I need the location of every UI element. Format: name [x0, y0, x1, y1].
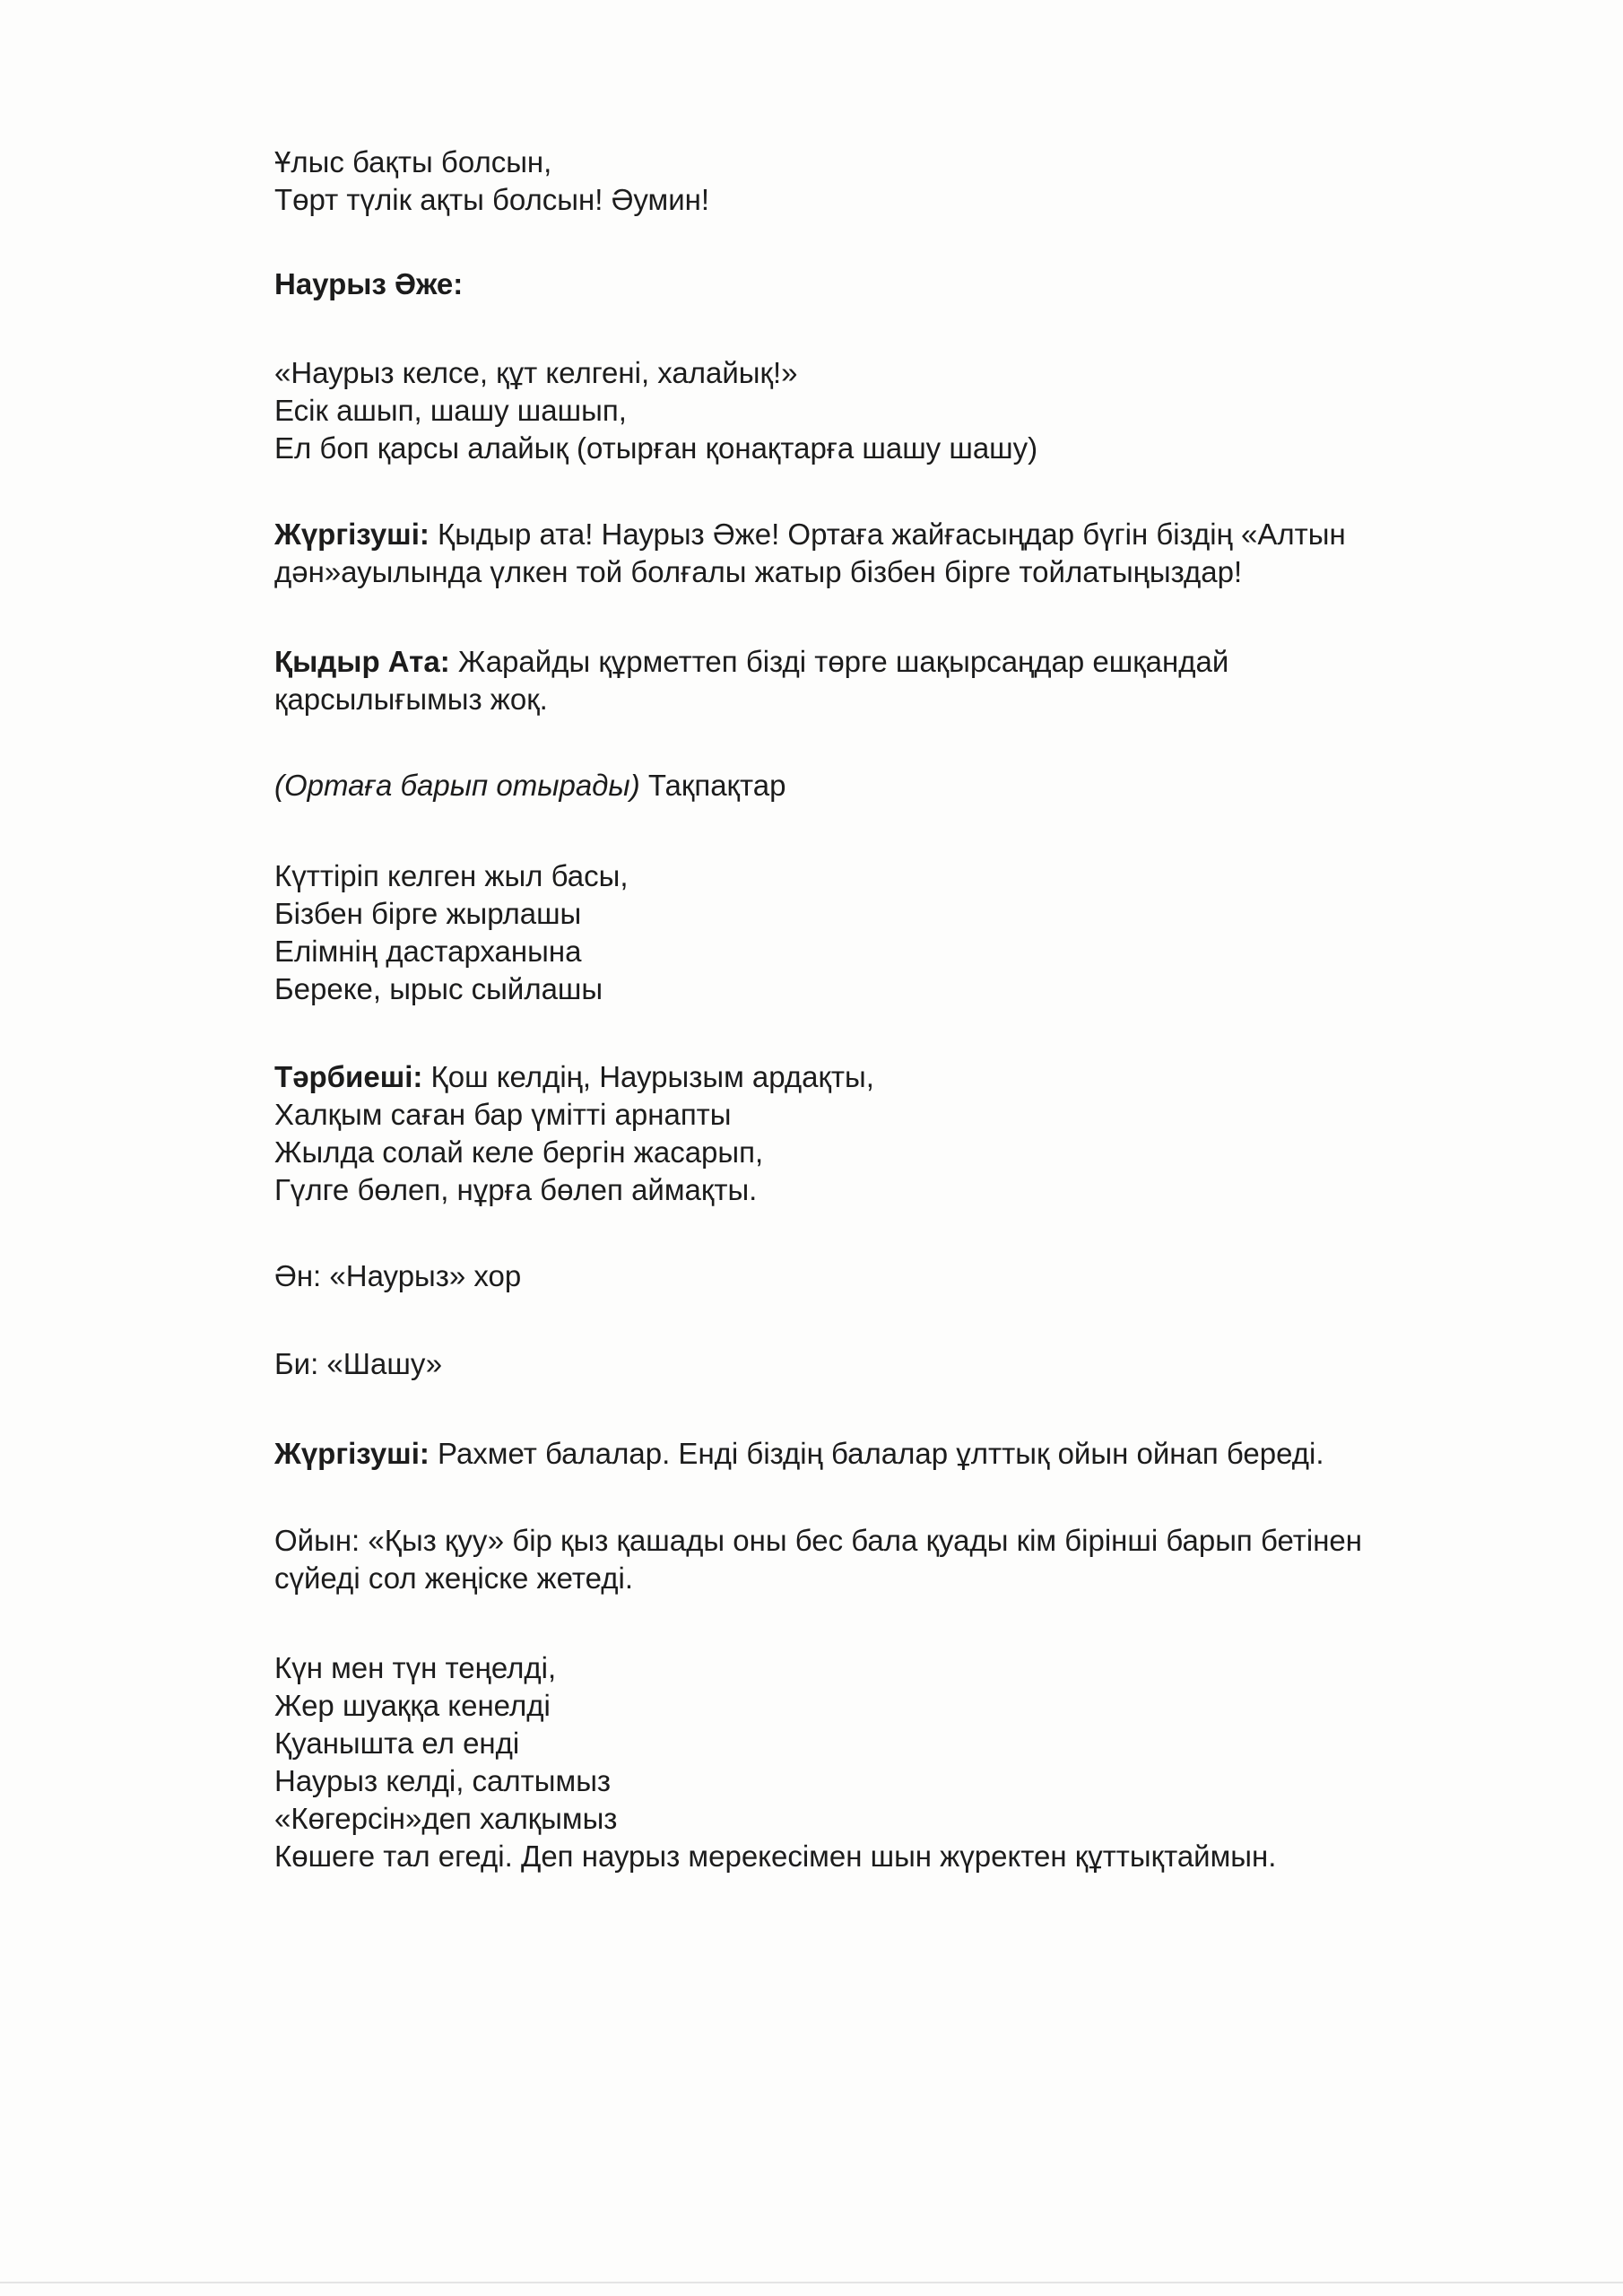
text-line: Жылда солай келе бергін жасарып,	[274, 1135, 764, 1169]
speaker-paragraph	[274, 516, 1548, 553]
text-line: Наурыз келді, салтымыз	[274, 1764, 612, 1797]
speaker-text: Қыдыр ата! Наурыз Әже! Ортаға жайғасыңдар бүгін біздің «Алтын	[429, 517, 1346, 551]
text-line: сүйеді сол жеңіске жетеді.	[274, 1561, 634, 1595]
speaker-text: Қош келдің, Наурызым ардақты,	[422, 1060, 874, 1093]
text-line: Күн мен түн теңелді,	[274, 1651, 557, 1684]
text-line: «Наурыз келсе, құт келгені, халайық!»	[274, 356, 798, 389]
text-line: қарсылығымыз жоқ.	[274, 683, 548, 716]
speaker-paragraph	[274, 1058, 1548, 1096]
speaker-label: Жүргізуші:	[274, 517, 430, 551]
text-line: Ұлыс бақты болсын,	[274, 145, 552, 178]
dance-line: Би: «Шашу»	[274, 1347, 443, 1380]
text-line: Халқым саған бар үмітті арнапты	[274, 1098, 732, 1131]
speaker-label: Қыдыр Ата:	[274, 645, 450, 678]
text-line: Гүлге бөлеп, нұрға бөлеп аймақты.	[274, 1173, 758, 1206]
text-line: Жер шуаққа кенелді	[274, 1689, 551, 1722]
stage-direction	[274, 767, 1548, 804]
stage-direction-italic: (Ортаға барып отырады)	[274, 769, 640, 802]
text-line: Көшеге тал егеді. Деп наурыз мерекесімен шын жүректен құттықтаймын.	[274, 1839, 1277, 1873]
speaker-label: Тәрбиеші:	[274, 1060, 423, 1093]
text-line: Ойын: «Қыз қуу» бір қыз қашады оны бес бала қуады кім бірінші барып бетінен	[274, 1524, 1363, 1557]
song-line: Ән: «Наурыз» хор	[274, 1259, 522, 1292]
speaker-paragraph	[274, 1435, 1548, 1473]
text-line: Күттіріп келген жыл басы,	[274, 859, 629, 892]
text-line: Ел боп қарсы алайық (отырған қонақтарға шашу шашу)	[274, 431, 1038, 465]
text-line: Елімнің дастарханына	[274, 935, 582, 968]
text-line: Бізбен бірге жырлашы	[274, 897, 582, 930]
section-heading: Наурыз Әже:	[274, 267, 464, 300]
text-line: дән»ауылында үлкен той болғалы жатыр бізбен бірге тойлатыңыздар!	[274, 555, 1243, 588]
text-line: Төрт түлік ақты болсын! Әумин!	[274, 183, 710, 216]
speaker-paragraph	[274, 643, 1548, 681]
text-line: «Көгерсін»деп халқымыз	[274, 1802, 618, 1835]
text-line: Береке, ырыс сыйлашы	[274, 972, 603, 1005]
text-line: Қуанышта ел енді	[274, 1726, 520, 1760]
stage-direction-text: Тақпақтар	[639, 769, 786, 802]
scan-edge-line	[0, 2282, 1623, 2283]
speaker-text: Жарайды құрметтеп бізді төрге шақырсаңдар ешқандай	[449, 645, 1229, 678]
speaker-label: Жүргізуші:	[274, 1437, 430, 1470]
text-line: Есік ашып, шашу шашып,	[274, 394, 627, 427]
speaker-text: Рахмет балалар. Енді біздің балалар ұлттық ойын ойнап береді.	[429, 1437, 1324, 1470]
